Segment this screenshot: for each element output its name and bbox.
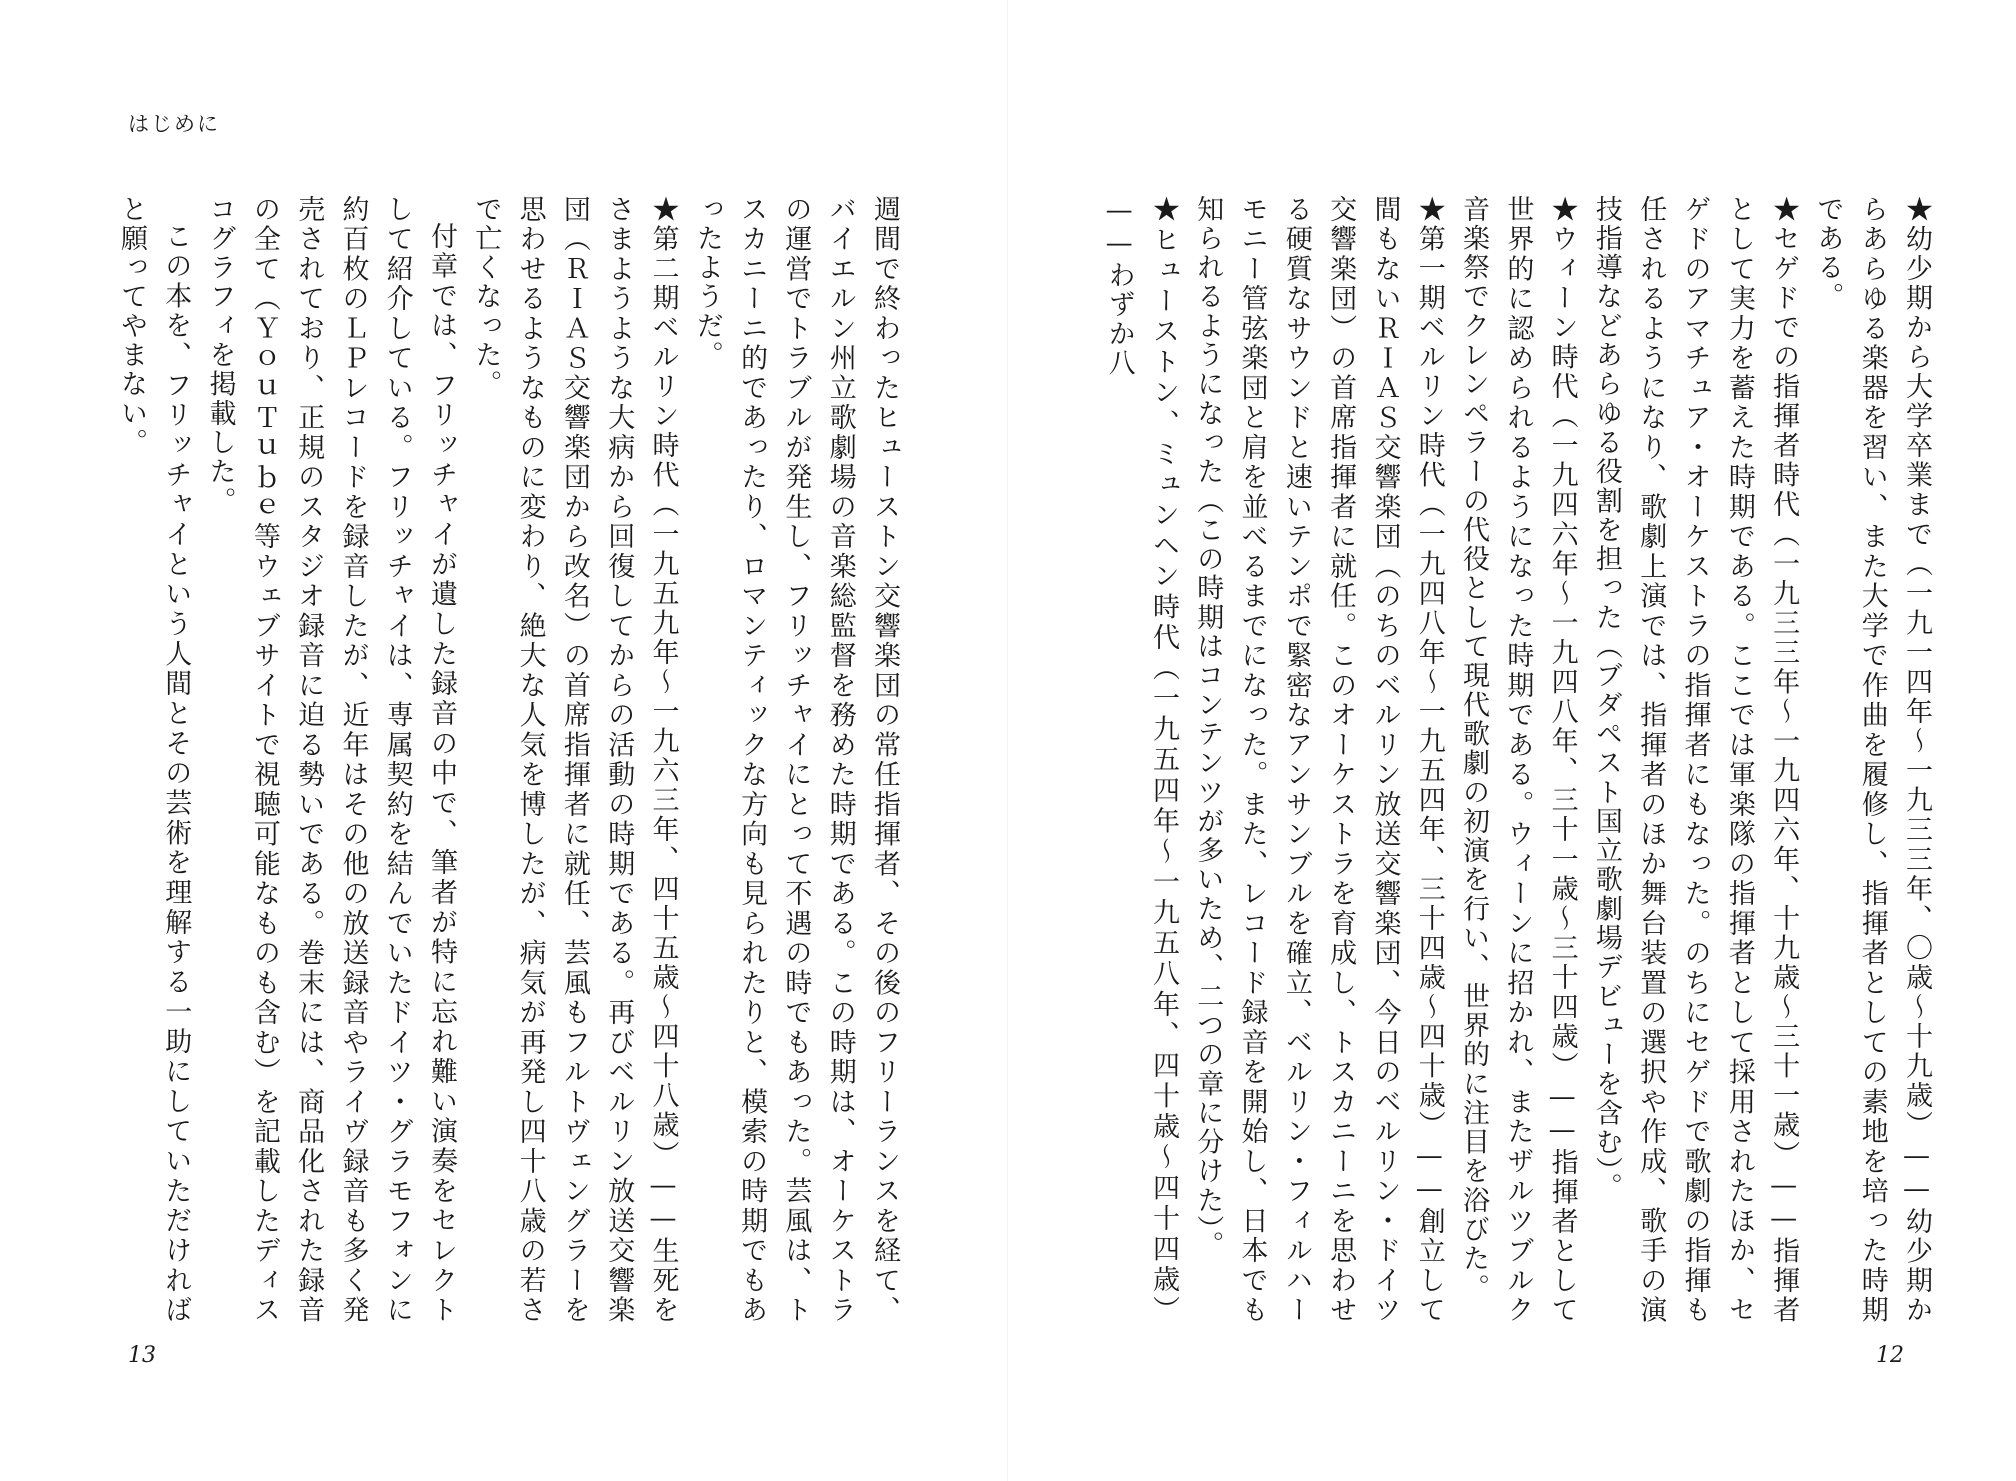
running-head: はじめに [128,112,220,136]
paragraph: 週間で終わったヒューストン交響楽団の常任指揮者、その後のフリーランスを経て、バイエルン州立歌劇場の音楽総監督を務めた時期である。この時期は、オーケストラの運営でトラブルが発生し、フリッチャイにとって不遇の時でもあった。芸風は、トスカニーニ的であったり、ロマンティックな方向も見られたりと、模索の時期でもあったようだ。 [691,195,900,1325]
paragraph: ★第二期ベルリン時代（一九五九年～一九六三年、四十五歳～四十八歳）——生死をさまようような大病から回復してからの活動の時期である。再びベルリン放送交響楽団（ＲＩＡＳ交響楽団から改名）の首席指揮者に就任、芸風もフルトヴェングラーを思わせるようなものに変わり、絶大な人気を博したが、病気が再発し四十八歳の若さで亡くなった。 [470,195,679,1325]
right-page-body [1103,195,1938,1325]
paragraph: ★第一期ベルリン時代（一九四八年～一九五四年、三十四歳～四十歳）——創立して間もないＲＩＡＳ交響楽団（のちのベルリン放送交響楽団、今日のベルリン・ドイツ交響楽団）の首席指揮者に就任。このオーケストラを育成し、トスカニーニを思わせる硬質なサウンドと速いテンポで緊密なアンサンブルを確立、ベルリン・フィルハーモニー管弦楽団と肩を並べるまでになった。また、レコード録音を開始し、日本でも知られるようになった（この時期はコンテンツが多いため、二つの章に分けた）。 [1192,195,1445,1325]
page-number: 13 [128,1343,156,1368]
right-page [1008,0,2016,1481]
paragraph: ★ウィーン時代（一九四六年～一九四八年、三十一歳～三十四歳）——指揮者として世界的に認められるようになった時期である。ウィーンに招かれ、またザルツブルク音楽祭でクレンペラーの代役として現代歌劇の初演を行い、世界的に注目を浴びた。 [1458,195,1578,1325]
paragraph: この本を、フリッチャイという人間とその芸術を理解する一助にしていただければと願ってやまない。 [115,195,192,1325]
page-number: 12 [1876,1343,1904,1368]
paragraph: ★セゲドでの指揮者時代（一九三三年～一九四六年、十九歳～三十一歳）——指揮者として実力を蓄えた時期である。ここでは軍楽隊の指揮者として採用されたほか、セゲドのアマチュア・オーケストラの指揮者にもなった。のちにセゲドで歌劇の指揮も任されるようになり、歌劇上演では、指揮者のほか舞台装置の選択や作成、歌手の演技指導などあらゆる役割を担った（ブダペスト国立歌劇場デビューを含む）。 [1590,195,1800,1325]
paragraph: 付章では、フリッチャイが遺した録音の中で、筆者が特に忘れ難い演奏をセレクトして紹介している。フリッチャイは、専属契約を結んでいたドイツ・グラモフォンに約百枚のＬＰレコードを録音したが、近年はその他の放送録音やライヴ録音も多く発売されており、正規のスタジオ録音に迫る勢いである。巻末には、商品化された録音の全て（ＹｏｕＴｕｂｅ等ウェブサイトで視聴可能なものも含む）を記載したディスコグラフィを掲載した。 [204,195,458,1325]
paragraph: ★ヒューストン、ミュンヘン時代（一九五四年～一九五八年、四十歳～四十四歳）——わずか八 [1103,195,1179,1325]
paragraph: ★幼少期から大学卒業まで（一九一四年～一九三三年、〇歳～十九歳）——幼少期からあらゆる楽器を習い、また大学で作曲を履修し、指揮者としての素地を培った時期である。 [1812,195,1932,1325]
left-page-body [115,195,906,1325]
